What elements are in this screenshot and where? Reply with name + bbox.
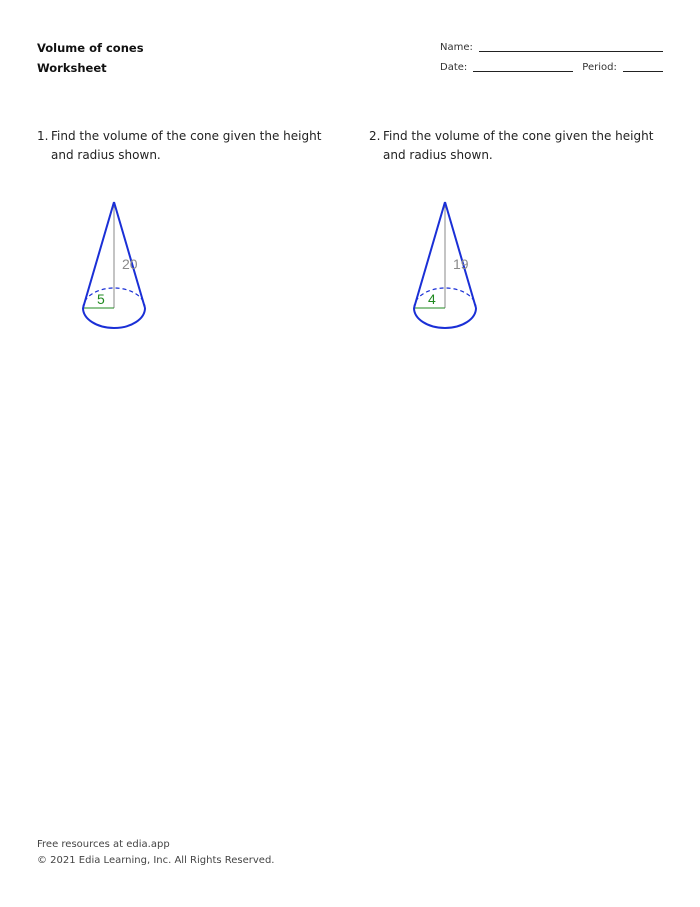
radius-label: 4 [428,291,436,307]
cone-figure-1 [70,190,160,340]
question-2 [369,127,679,165]
worksheet-subtitle: Worksheet [37,61,107,75]
footer-copyright: © 2021 Edia Learning, Inc. All Rights Reserved. [37,855,275,866]
cone-base [83,308,145,328]
question-text: Find the volume of the cone given the height and radius shown. [383,129,654,162]
question-1 [37,127,347,165]
date-field[interactable] [473,58,573,72]
radius-label: 5 [97,291,105,307]
question-number: 2. [369,129,381,143]
cone-figure-2 [400,190,490,340]
worksheet-header [37,38,144,78]
worksheet-title: Volume of cones [37,41,144,55]
cone-side-right [445,202,476,308]
footer [37,837,275,869]
question-text: Find the volume of the cone given the height and radius shown. [51,129,322,162]
cone-side-right [114,202,145,308]
period-label: Period: [582,62,617,73]
footer-resources: Free resources at edia.app [37,839,170,850]
name-label: Name: [440,42,473,53]
height-label: 20 [122,256,138,272]
student-info [440,38,663,78]
cone-base [414,308,476,328]
period-field[interactable] [623,58,663,72]
date-label: Date: [440,62,468,73]
height-label: 19 [453,256,469,272]
date-row [440,58,663,78]
question-number: 1. [37,129,49,143]
name-row [440,38,663,58]
name-field[interactable] [479,38,663,52]
